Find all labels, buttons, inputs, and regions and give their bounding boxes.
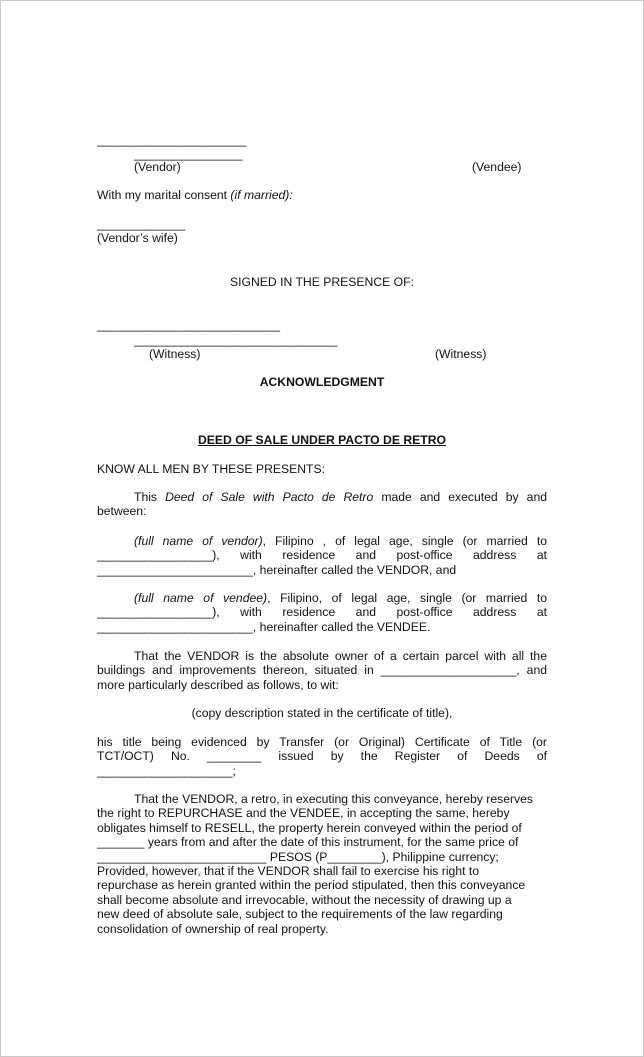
owner-paragraph xyxy=(97,649,547,692)
vendee-paragraph xyxy=(97,591,547,634)
marital-consent xyxy=(97,188,293,202)
vendor-label: (Vendor) xyxy=(134,160,181,174)
marital-consent-text: With my marital consent xyxy=(97,188,231,202)
intro-paragraph xyxy=(97,490,547,519)
vendor-name-placeholder: (full name of vendor) xyxy=(134,534,263,548)
retro-line-9: new deed of absolute sale, subject to the requirements of the law regarding xyxy=(97,907,503,922)
title-line-3: ____________________; xyxy=(97,763,236,778)
vendee-line-1: (full name of vendee), Filipino, of legal age, single (or married to xyxy=(134,591,547,605)
vendee-name-placeholder: (full name of vendee) xyxy=(134,591,268,605)
vendor-signature-line-1: ______________________ xyxy=(97,133,247,147)
witness-label-2: (Witness) xyxy=(435,347,487,361)
vendor-signature-line-2: ________________ xyxy=(134,147,243,161)
owner-line-1: That the VENDOR is the absolute owner of a certain parcel with all the xyxy=(134,649,547,663)
witness-signature-line-2: ______________________________ xyxy=(134,333,338,347)
vendee-line-3: _______________________, hereinafter called the VENDEE. xyxy=(97,619,431,634)
intro-line-2: between: xyxy=(97,504,147,519)
copy-description-note: (copy description stated in the certificate of title), xyxy=(191,706,453,720)
wife-label: (Vendor’s wife) xyxy=(97,231,178,245)
retro-line-7: repurchase as herein granted within the period stipulated, then this conveyance xyxy=(97,878,526,893)
owner-line-3: more particularly described as follows, to wit: xyxy=(97,677,339,692)
acknowledgment-heading: ACKNOWLEDGMENT xyxy=(259,375,385,389)
retro-line-4: _______ years from and after the date of this instrument, for the same price of xyxy=(97,835,519,850)
vendor-line-1: (full name of vendor), Filipino , of legal age, single (or married to xyxy=(134,534,547,548)
retro-line-1: That the VENDOR, a retro, in executing this conveyance, hereby reserves xyxy=(134,792,533,806)
retro-line-6: Provided, however, that if the VENDOR shall fail to exercise his right to xyxy=(97,863,480,878)
retro-line-10: consolidation of ownership of real property. xyxy=(97,921,329,936)
marital-consent-italic: (if married): xyxy=(230,188,293,202)
deed-name-italic: Deed of Sale with Pacto de Retro xyxy=(165,490,374,504)
intro-line-1: This Deed of Sale with Pacto de Retro made and executed by and xyxy=(134,490,547,504)
vendee-line-2: _________________), with residence and post-office address at xyxy=(97,605,547,620)
vendor-line-3: _______________________, hereinafter called the VENDOR, and xyxy=(97,562,457,577)
retro-line-3: obligates himself to RESELL, the property herein conveyed within the period of xyxy=(97,820,522,835)
witness-signature-line-1: ___________________________ xyxy=(97,318,281,332)
retro-line-2: the right to REPURCHASE and the VENDEE, in accepting the same, hereby xyxy=(97,806,510,821)
vendee-label: (Vendee) xyxy=(472,160,522,174)
title-line-1: his title being evidenced by Transfer (or Original) Certificate of Title (or xyxy=(97,735,547,749)
title-line-2: TCT/OCT) No. ________ issued by the Register of Deeds of xyxy=(97,749,547,764)
know-all-men: KNOW ALL MEN BY THESE PRESENTS: xyxy=(97,462,326,476)
retro-line-5: _________________________ PESOS (P________), Philippine currency; xyxy=(97,849,499,864)
signed-in-presence-heading: SIGNED IN THE PRESENCE OF: xyxy=(230,275,414,289)
retro-line-8: shall become absolute and irrevocable, without the necessity of drawing up a xyxy=(97,892,512,907)
title-paragraph xyxy=(97,735,547,778)
vendor-line-2: _________________), with residence and post-office address at xyxy=(97,548,547,563)
owner-line-2: buildings and improvements thereon, situated in ____________________, and xyxy=(97,663,547,678)
witness-label-1: (Witness) xyxy=(149,347,201,361)
deed-title: DEED OF SALE UNDER PACTO DE RETRO xyxy=(197,433,447,447)
vendor-paragraph xyxy=(97,534,547,577)
retro-paragraph xyxy=(97,792,547,936)
wife-signature-line: _____________ xyxy=(97,217,186,231)
